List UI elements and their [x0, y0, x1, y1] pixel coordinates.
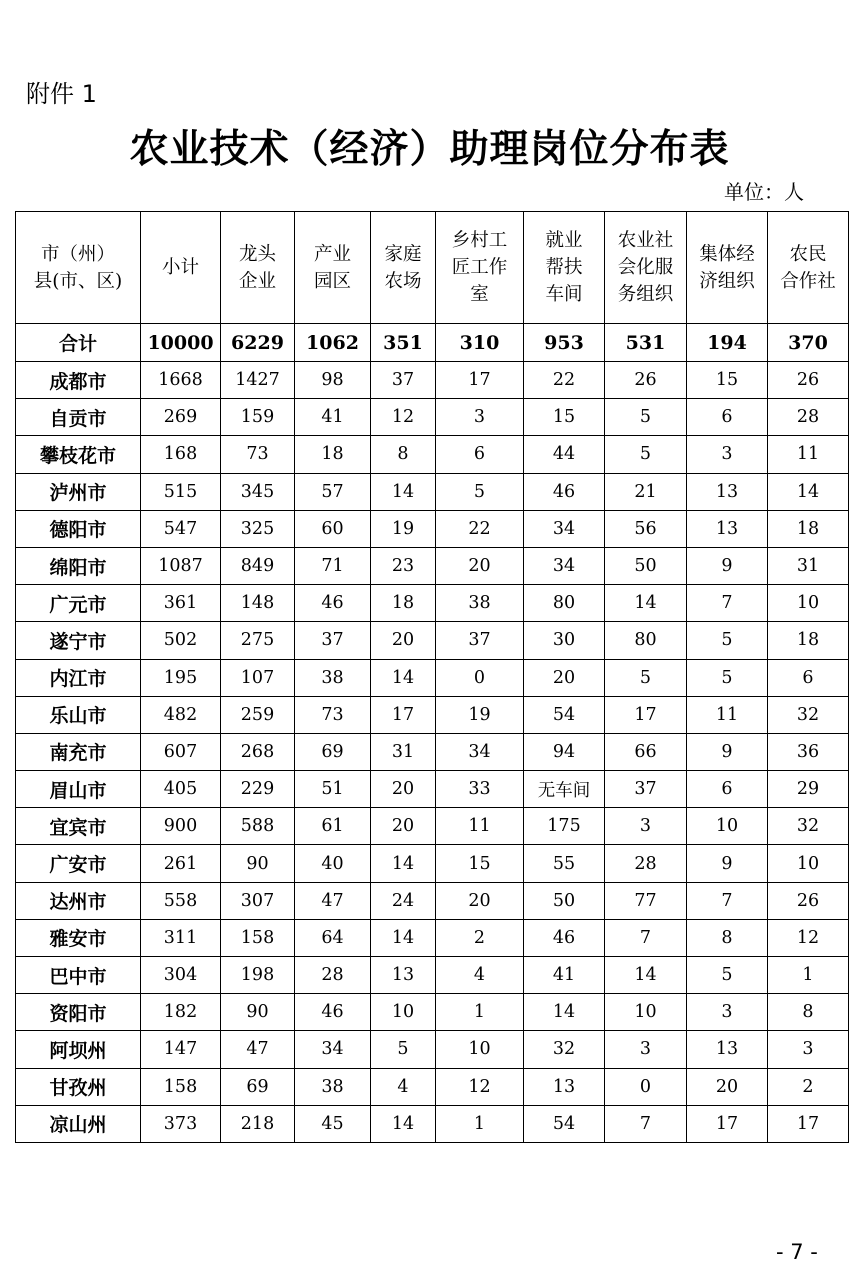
- table-header: [16, 212, 849, 324]
- table-cell: 345: [221, 473, 295, 510]
- table-row: [16, 1031, 849, 1068]
- table-cell: 54: [524, 696, 605, 733]
- table-cell: 20: [371, 808, 436, 845]
- column-header-line: 就业: [545, 230, 583, 251]
- table-cell: 20: [687, 1068, 768, 1105]
- table-cell: 8: [371, 436, 436, 473]
- table-cell: 17: [768, 1105, 849, 1142]
- table-cell: 12: [768, 919, 849, 956]
- table-cell: 547: [141, 510, 221, 547]
- region-name: 遂宁市: [16, 622, 141, 659]
- column-header: [768, 212, 849, 324]
- table-cell: 261: [141, 845, 221, 882]
- table-cell: 5: [687, 957, 768, 994]
- table-cell: 1087: [141, 547, 221, 584]
- table-cell: 158: [221, 919, 295, 956]
- table-cell: 28: [295, 957, 371, 994]
- table-cell: 275: [221, 622, 295, 659]
- table-cell: 19: [436, 696, 524, 733]
- table-cell: 38: [295, 1068, 371, 1105]
- table-cell: 80: [605, 622, 687, 659]
- table-cell: 18: [768, 510, 849, 547]
- table-row: [16, 473, 849, 510]
- table-cell: 37: [295, 622, 371, 659]
- table-cell: 182: [141, 994, 221, 1031]
- region-name: 雅安市: [16, 919, 141, 956]
- table-cell: 168: [141, 436, 221, 473]
- region-name: 广安市: [16, 845, 141, 882]
- region-name: 自贡市: [16, 399, 141, 436]
- table-cell: 1: [436, 1105, 524, 1142]
- column-header-line: 室: [470, 284, 489, 305]
- table-cell: 14: [371, 845, 436, 882]
- table-cell: 107: [221, 659, 295, 696]
- table-cell: 38: [295, 659, 371, 696]
- table-cell: 51: [295, 771, 371, 808]
- table-cell: 515: [141, 473, 221, 510]
- table-cell: 159: [221, 399, 295, 436]
- table-cell: 45: [295, 1105, 371, 1142]
- total-cell: 953: [524, 324, 605, 362]
- table-cell: 46: [295, 585, 371, 622]
- column-header-line: 龙头: [238, 243, 276, 265]
- table-cell: 90: [221, 994, 295, 1031]
- table-cell: 22: [436, 510, 524, 547]
- table-cell: 22: [524, 362, 605, 399]
- table-cell: 64: [295, 919, 371, 956]
- table-cell: 5: [605, 399, 687, 436]
- table-row: [16, 585, 849, 622]
- unit-label: 单位：人: [724, 180, 804, 204]
- page-title: 农业技术（经济）助理岗位分布表: [129, 127, 730, 172]
- table-row: [16, 1105, 849, 1142]
- table-row: [16, 882, 849, 919]
- table-cell: 20: [436, 547, 524, 584]
- region-name: 凉山州: [16, 1105, 141, 1142]
- table-cell: 17: [605, 696, 687, 733]
- table-cell: 18: [371, 585, 436, 622]
- table-cell: 373: [141, 1105, 221, 1142]
- table-cell: 50: [605, 547, 687, 584]
- table-row: [16, 659, 849, 696]
- table-cell: 158: [141, 1068, 221, 1105]
- table-cell: 12: [436, 1068, 524, 1105]
- total-cell: 194: [687, 324, 768, 362]
- table-cell: 13: [524, 1068, 605, 1105]
- table-cell: 90: [221, 845, 295, 882]
- table-row: [16, 771, 849, 808]
- column-header-line: 会化服: [617, 257, 674, 278]
- table-cell: 3: [605, 1031, 687, 1068]
- column-header: [295, 212, 371, 324]
- table-cell: 304: [141, 957, 221, 994]
- table-cell: 9: [687, 733, 768, 770]
- attachment-label: 附件 1: [26, 80, 97, 108]
- table-cell: 54: [524, 1105, 605, 1142]
- table-cell: 13: [687, 1031, 768, 1068]
- table-cell: 32: [768, 696, 849, 733]
- table-cell: 41: [524, 957, 605, 994]
- column-header-line: 乡村工: [451, 230, 508, 251]
- column-header-line: 集体经: [699, 243, 755, 265]
- table-cell: 44: [524, 436, 605, 473]
- table-cell: 482: [141, 696, 221, 733]
- table-cell: 20: [524, 659, 605, 696]
- table-cell: 5: [687, 622, 768, 659]
- table-cell: 55: [524, 845, 605, 882]
- table-cell: 26: [605, 362, 687, 399]
- region-name: 内江市: [16, 659, 141, 696]
- region-name: 绵阳市: [16, 547, 141, 584]
- table-row: [16, 957, 849, 994]
- table-cell: 3: [768, 1031, 849, 1068]
- region-name: 广元市: [16, 585, 141, 622]
- table-cell: 34: [436, 733, 524, 770]
- column-header: [524, 212, 605, 324]
- table-cell: 46: [524, 473, 605, 510]
- region-name: 巴中市: [16, 957, 141, 994]
- table-cell: 15: [524, 399, 605, 436]
- column-header-line: 企业: [238, 270, 276, 292]
- table-cell: 38: [436, 585, 524, 622]
- table-body: [16, 324, 849, 1143]
- table-cell: 14: [605, 585, 687, 622]
- region-name: 乐山市: [16, 696, 141, 733]
- table-cell: 17: [371, 696, 436, 733]
- table-row: [16, 362, 849, 399]
- table-cell: 502: [141, 622, 221, 659]
- table-cell: 8: [687, 919, 768, 956]
- table-cell: 15: [436, 845, 524, 882]
- table-cell: 34: [524, 510, 605, 547]
- column-header-line: 帮扶: [545, 257, 583, 278]
- table-cell: 6: [687, 771, 768, 808]
- column-header: [16, 212, 141, 324]
- region-name: 眉山市: [16, 771, 141, 808]
- table-cell: 5: [605, 436, 687, 473]
- column-header: [687, 212, 768, 324]
- table-cell: 307: [221, 882, 295, 919]
- table-cell: 3: [605, 808, 687, 845]
- table-cell: 50: [524, 882, 605, 919]
- table-cell: 268: [221, 733, 295, 770]
- region-name: 宜宾市: [16, 808, 141, 845]
- table-cell: 148: [221, 585, 295, 622]
- table-cell: 325: [221, 510, 295, 547]
- table-cell: 34: [295, 1031, 371, 1068]
- table-cell: 37: [605, 771, 687, 808]
- table-cell: 37: [371, 362, 436, 399]
- table-row: [16, 919, 849, 956]
- table-cell: 71: [295, 547, 371, 584]
- table-cell: 5: [436, 473, 524, 510]
- table-cell: 29: [768, 771, 849, 808]
- table-cell: 1: [436, 994, 524, 1031]
- table-cell: 14: [371, 659, 436, 696]
- table-cell: 9: [687, 547, 768, 584]
- table-cell: 4: [436, 957, 524, 994]
- region-name: 泸州市: [16, 473, 141, 510]
- table-cell: 607: [141, 733, 221, 770]
- table-cell: 405: [141, 771, 221, 808]
- table-cell: 69: [221, 1068, 295, 1105]
- table-cell: 24: [371, 882, 436, 919]
- table-row: [16, 510, 849, 547]
- table-cell: 0: [605, 1068, 687, 1105]
- table-cell: 60: [295, 510, 371, 547]
- table-cell: 33: [436, 771, 524, 808]
- column-header: [221, 212, 295, 324]
- table-cell: 6: [436, 436, 524, 473]
- column-header-line: 匠工作: [451, 257, 508, 278]
- table-row: [16, 733, 849, 770]
- table-cell: 6: [687, 399, 768, 436]
- table-cell: 11: [687, 696, 768, 733]
- column-header-line: 小计: [161, 257, 199, 278]
- table-cell: 229: [221, 771, 295, 808]
- table-cell: 259: [221, 696, 295, 733]
- table-cell: 13: [687, 473, 768, 510]
- table-row: [16, 622, 849, 659]
- table-row: [16, 547, 849, 584]
- table-cell: 11: [436, 808, 524, 845]
- table-cell: 14: [371, 919, 436, 956]
- table-row: [16, 399, 849, 436]
- column-header-line: 合作社: [780, 270, 836, 292]
- table-cell: 13: [371, 957, 436, 994]
- table-cell: 195: [141, 659, 221, 696]
- table-cell: 56: [605, 510, 687, 547]
- column-header-line: 农业社: [617, 230, 674, 251]
- table-cell: 14: [371, 473, 436, 510]
- table-cell: 5: [371, 1031, 436, 1068]
- table-cell: 5: [605, 659, 687, 696]
- region-name: 成都市: [16, 362, 141, 399]
- table-cell: 18: [768, 622, 849, 659]
- table-cell: 7: [605, 919, 687, 956]
- region-name: 达州市: [16, 882, 141, 919]
- table-cell: 13: [687, 510, 768, 547]
- total-cell: 310: [436, 324, 524, 362]
- table-cell: 0: [436, 659, 524, 696]
- column-header-line: 市（州）: [40, 243, 115, 265]
- table-cell: 20: [371, 771, 436, 808]
- table-cell: 588: [221, 808, 295, 845]
- column-header-line: 车间: [545, 284, 583, 305]
- total-row: [16, 324, 849, 362]
- region-name: 甘孜州: [16, 1068, 141, 1105]
- region-name: 攀枝花市: [16, 436, 141, 473]
- table-cell: 10: [768, 585, 849, 622]
- region-name: 资阳市: [16, 994, 141, 1031]
- column-header-line: 产业: [313, 243, 351, 265]
- region-name: 德阳市: [16, 510, 141, 547]
- table-cell: 3: [687, 436, 768, 473]
- column-header-line: 农民: [789, 243, 827, 265]
- table-cell: 61: [295, 808, 371, 845]
- table-cell: 9: [687, 845, 768, 882]
- table-cell: 361: [141, 585, 221, 622]
- table-cell: 14: [605, 957, 687, 994]
- table-cell: 7: [687, 585, 768, 622]
- table-row: [16, 994, 849, 1031]
- total-cell: 1062: [295, 324, 371, 362]
- page-number: - 7 -: [776, 1240, 818, 1264]
- table-cell: 26: [768, 882, 849, 919]
- table-cell: 37: [436, 622, 524, 659]
- table-cell: 1668: [141, 362, 221, 399]
- table-cell: 7: [605, 1105, 687, 1142]
- table-cell: 14: [768, 473, 849, 510]
- total-cell: 531: [605, 324, 687, 362]
- table-cell: 69: [295, 733, 371, 770]
- column-header-line: 务组织: [617, 284, 674, 305]
- table-cell: 147: [141, 1031, 221, 1068]
- table-cell: 46: [524, 919, 605, 956]
- total-label: 合计: [16, 324, 141, 362]
- total-cell: 370: [768, 324, 849, 362]
- table-cell: 32: [768, 808, 849, 845]
- header-row: [16, 212, 849, 324]
- column-header: [141, 212, 221, 324]
- table-cell: 31: [768, 547, 849, 584]
- table-cell: 10: [371, 994, 436, 1031]
- table-cell: 15: [687, 362, 768, 399]
- table-cell: 19: [371, 510, 436, 547]
- table-cell: 175: [524, 808, 605, 845]
- column-header-line: 农场: [384, 270, 422, 292]
- table-cell: 14: [524, 994, 605, 1031]
- table-cell: 1: [768, 957, 849, 994]
- table-cell: 12: [371, 399, 436, 436]
- table-cell: 73: [221, 436, 295, 473]
- table-cell: 21: [605, 473, 687, 510]
- table-cell: 80: [524, 585, 605, 622]
- region-name: 阿坝州: [16, 1031, 141, 1068]
- column-header-line: 济组织: [699, 270, 755, 292]
- table-cell: 2: [768, 1068, 849, 1105]
- table-cell: 30: [524, 622, 605, 659]
- table-cell: 40: [295, 845, 371, 882]
- table-cell: 849: [221, 547, 295, 584]
- table-cell: 8: [768, 994, 849, 1031]
- table-cell: 14: [371, 1105, 436, 1142]
- column-header: [371, 212, 436, 324]
- table-cell: 558: [141, 882, 221, 919]
- table-cell: 57: [295, 473, 371, 510]
- table-cell: 32: [524, 1031, 605, 1068]
- table-cell: 198: [221, 957, 295, 994]
- total-cell: 6229: [221, 324, 295, 362]
- table-cell: 20: [371, 622, 436, 659]
- table-cell: 11: [768, 436, 849, 473]
- total-cell: 10000: [141, 324, 221, 362]
- table-cell: 73: [295, 696, 371, 733]
- table-cell: 66: [605, 733, 687, 770]
- table-cell: 10: [687, 808, 768, 845]
- table-cell: 311: [141, 919, 221, 956]
- table-cell: 28: [768, 399, 849, 436]
- table-cell: 41: [295, 399, 371, 436]
- table-cell: 4: [371, 1068, 436, 1105]
- table-cell: 269: [141, 399, 221, 436]
- table-cell: 900: [141, 808, 221, 845]
- table-cell: 3: [687, 994, 768, 1031]
- table-row: [16, 696, 849, 733]
- table-cell: 26: [768, 362, 849, 399]
- table-cell: 5: [687, 659, 768, 696]
- column-header-line: 县(市、区): [33, 270, 123, 292]
- column-header: [436, 212, 524, 324]
- table-cell: 46: [295, 994, 371, 1031]
- table-cell: 7: [687, 882, 768, 919]
- table-cell: 77: [605, 882, 687, 919]
- table-cell: 6: [768, 659, 849, 696]
- table-cell: 无车间: [524, 771, 605, 808]
- table-row: [16, 436, 849, 473]
- table-cell: 23: [371, 547, 436, 584]
- total-cell: 351: [371, 324, 436, 362]
- column-header-line: 园区: [313, 270, 351, 292]
- table-cell: 36: [768, 733, 849, 770]
- table-cell: 218: [221, 1105, 295, 1142]
- table-cell: 17: [687, 1105, 768, 1142]
- table-cell: 34: [524, 547, 605, 584]
- table-cell: 10: [436, 1031, 524, 1068]
- table-cell: 18: [295, 436, 371, 473]
- table-row: [16, 808, 849, 845]
- table-cell: 20: [436, 882, 524, 919]
- table-cell: 47: [221, 1031, 295, 1068]
- table-cell: 94: [524, 733, 605, 770]
- table-cell: 31: [371, 733, 436, 770]
- table-cell: 2: [436, 919, 524, 956]
- table-cell: 47: [295, 882, 371, 919]
- table-cell: 98: [295, 362, 371, 399]
- column-header-line: 家庭: [384, 243, 422, 265]
- table-row: [16, 1068, 849, 1105]
- table-cell: 1427: [221, 362, 295, 399]
- column-header: [605, 212, 687, 324]
- table-cell: 28: [605, 845, 687, 882]
- table-cell: 10: [605, 994, 687, 1031]
- table-row: [16, 845, 849, 882]
- table-cell: 10: [768, 845, 849, 882]
- distribution-table: [15, 211, 849, 1143]
- table-cell: 17: [436, 362, 524, 399]
- region-name: 南充市: [16, 733, 141, 770]
- table-cell: 3: [436, 399, 524, 436]
